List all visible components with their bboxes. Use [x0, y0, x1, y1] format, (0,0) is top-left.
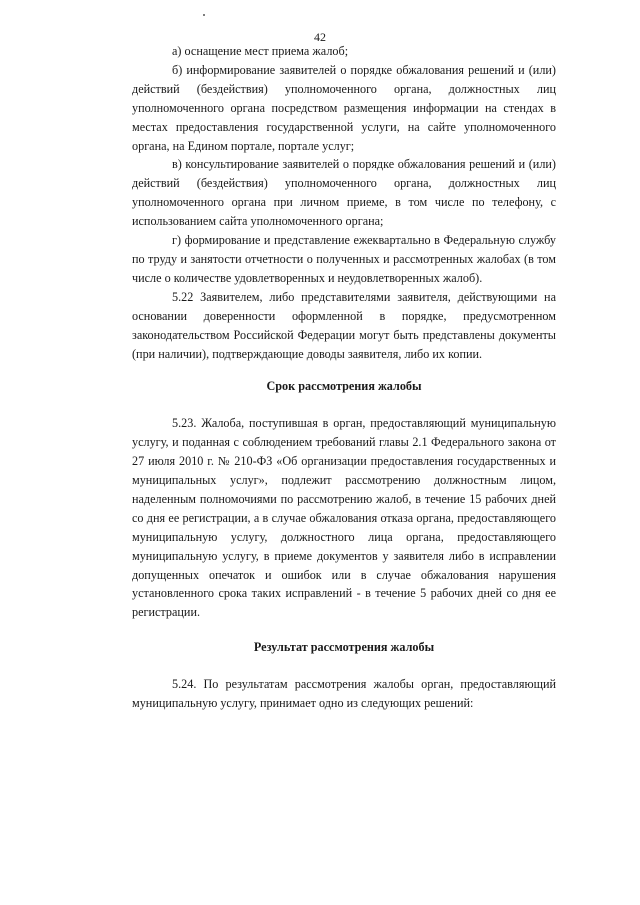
section-heading-deadline: Срок рассмотрения жалобы [266, 379, 422, 394]
list-item-g: г) формирование и представление ежеквартально в Федеральную службу по труду и занятости отчетности о полученных и рассмотренных жалобах (в том числе о количестве удовлетворенных и неудовлетворенных жалоб). [132, 233, 556, 285]
paragraph-5-24: 5.24. По результатам рассмотрения жалобы орган, предоставляющий муниципальную услугу, принимает одно из следующих решений: [132, 677, 556, 711]
paragraph-5-22: 5.22 Заявителем, либо представителями заявителя, действующими на основании доверенности оформленной в порядке, предусмотренном законодательством Российской Федерации могут быть представлены документы (при наличии), подтверждающие доводы заявителя, либо их копии. [132, 289, 556, 361]
section-heading-result: Результат рассмотрения жалобы [253, 640, 435, 655]
page-body [132, 42, 556, 713]
list-item-b: б) информирование заявителей о порядке обжалования решений и (или) действий (бездействия) уполномоченного органа, должностных лиц уполномоченного органа посредством размещения информации на стендах в местах предоставления государственной услуги, на сайте уполномоченного органа, на Едином портале, портале услуг; [132, 62, 556, 153]
paragraph-5-23: 5.23. Жалоба, поступившая в орган, предоставляющий муниципальную услугу, и поданная с соблюдением требований главы 2.1 Федерального закона от 27 июля 2010 г. № 210-ФЗ «Об организации предоставления государственных и муниципальных услуг», подлежит рассмотрению должностным лицом, наделенным полномочиями по рассмотрению жалоб, в течение 15 рабочих дней со дня ее регистрации, а в случае обжалования отказа органа, предоставляющего муниципальную услугу, должностного лица органа, предоставляющего муниципальную услугу, в приеме документов у заявителя либо в исправлении допущенных опечаток и ошибок или в случае обжалования нарушения установленного срока таких исправлений - в течение 5 рабочих дней со дня ее регистрации. [132, 416, 556, 620]
list-item-a: а) оснащение мест приема жалоб; [172, 44, 349, 58]
list-item-v: в) консультирование заявителей о порядке обжалования решений и (или) действий (бездействия) уполномоченного органа, должностных лиц уполномоченного органа при личном приеме, в том числе по телефону, с использованием сайта уполномоченного органа; [132, 157, 556, 229]
page-number: 42 [314, 30, 326, 44]
scan-speck [203, 14, 205, 16]
